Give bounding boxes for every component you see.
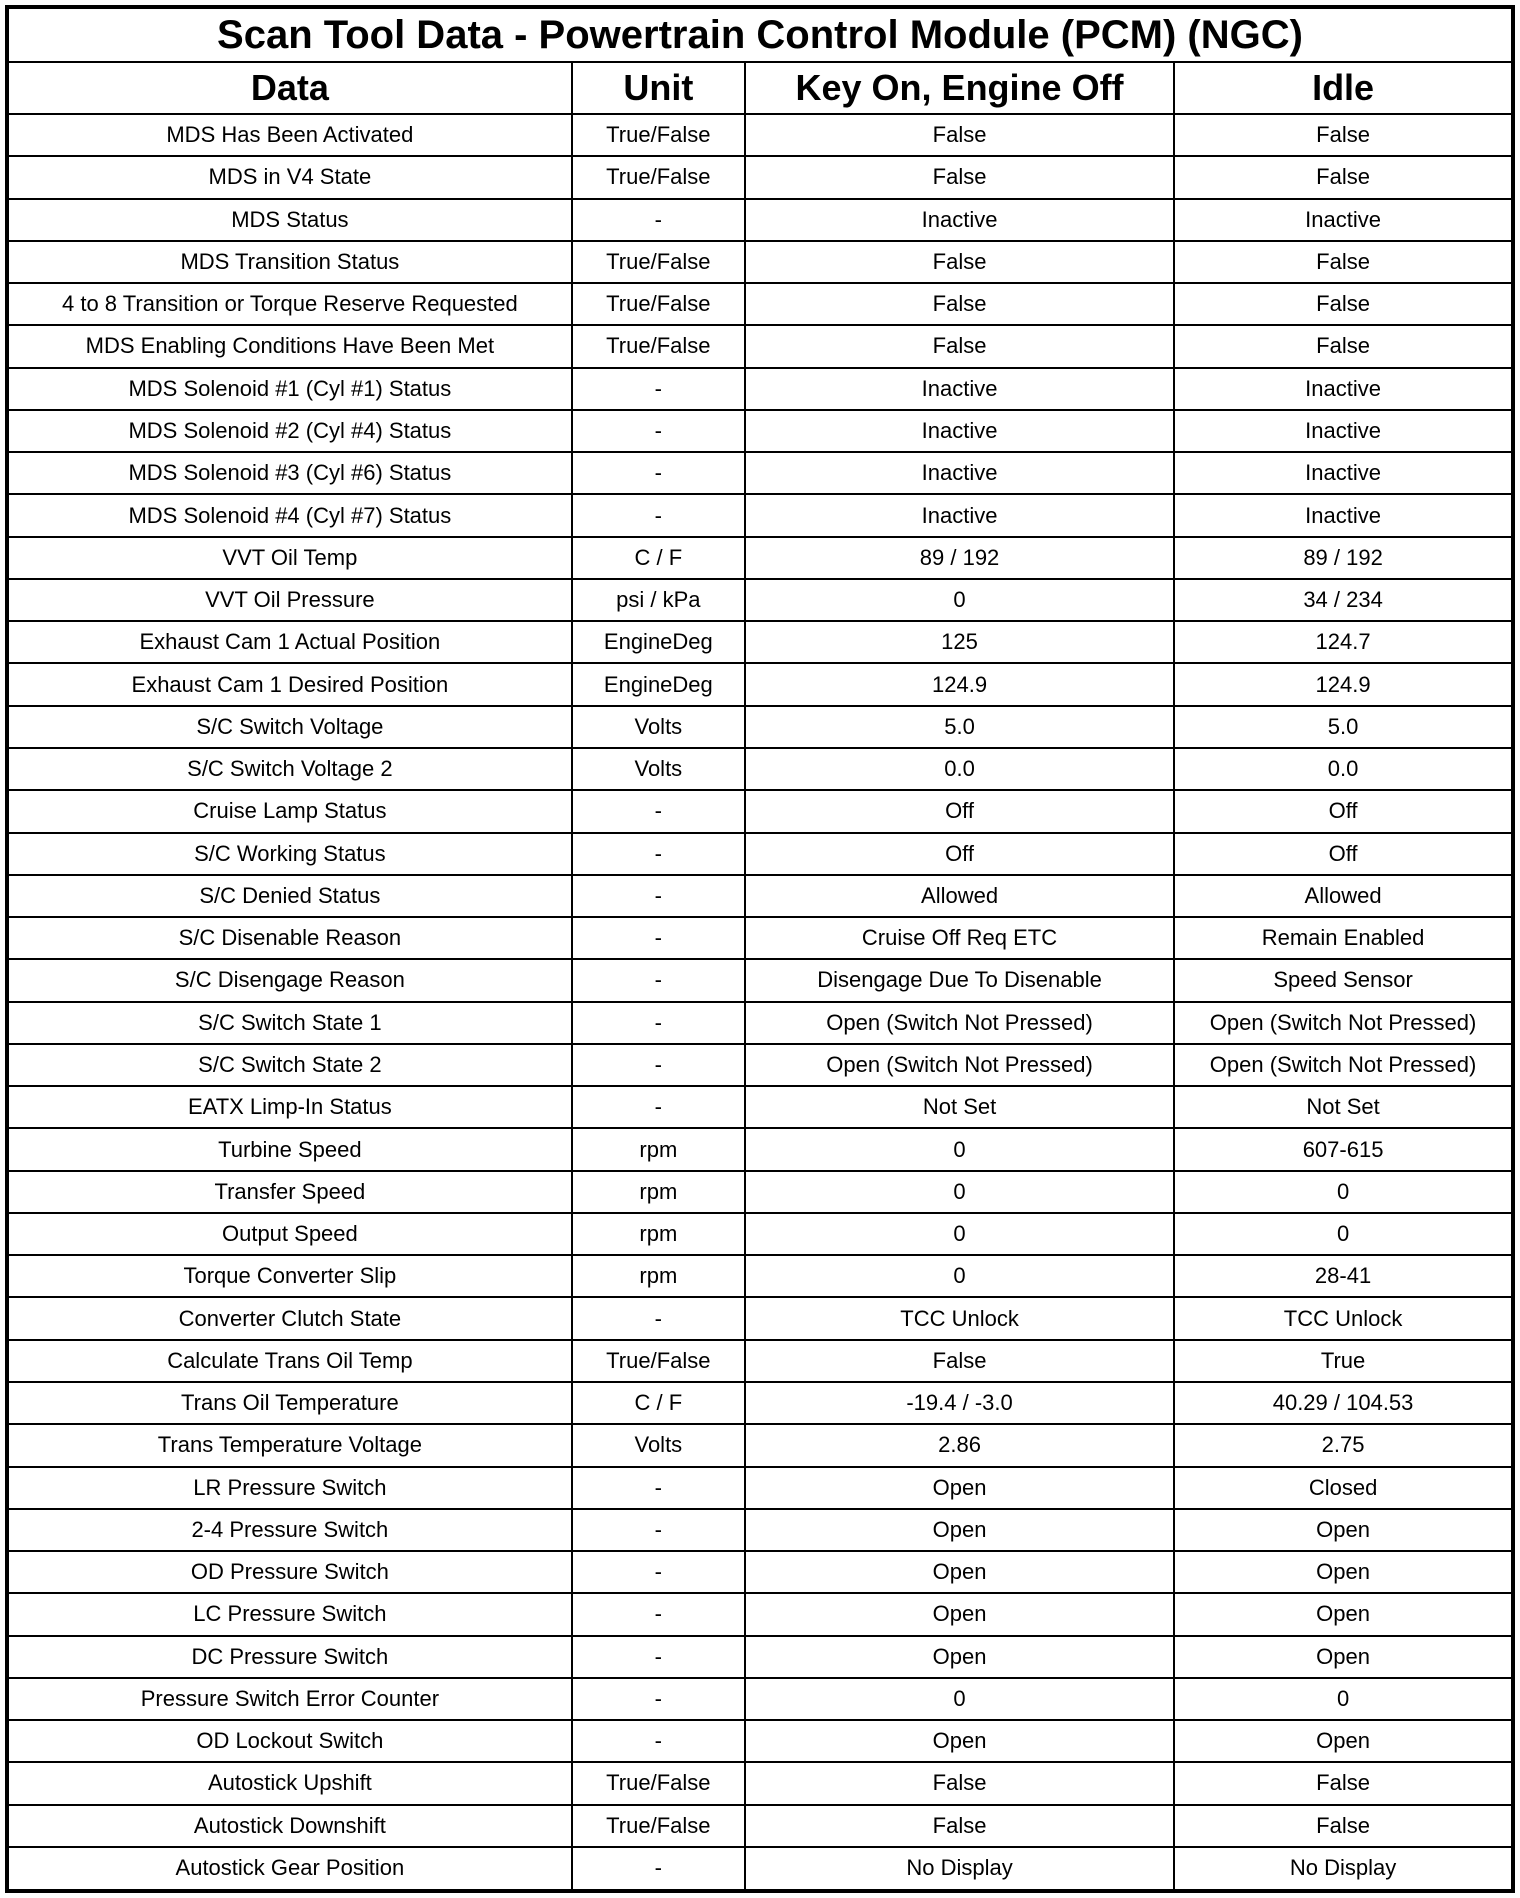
table-cell: 124.7 bbox=[1174, 621, 1513, 663]
column-header-idle: Idle bbox=[1174, 62, 1513, 114]
table-row bbox=[7, 325, 1513, 367]
table-cell: S/C Denied Status bbox=[7, 875, 572, 917]
table-cell: S/C Switch State 2 bbox=[7, 1044, 572, 1086]
table-row bbox=[7, 1424, 1513, 1466]
scan-tool-data-table bbox=[5, 5, 1515, 1893]
table-cell: Open bbox=[1174, 1720, 1513, 1762]
table-cell: 0 bbox=[745, 1128, 1174, 1170]
table-cell: Open (Switch Not Pressed) bbox=[1174, 1044, 1513, 1086]
table-cell: Output Speed bbox=[7, 1213, 572, 1255]
table-cell: MDS Solenoid #3 (Cyl #6) Status bbox=[7, 452, 572, 494]
title-row bbox=[7, 7, 1513, 62]
table-row bbox=[7, 1002, 1513, 1044]
table-cell: MDS Solenoid #2 (Cyl #4) Status bbox=[7, 410, 572, 452]
table-cell: False bbox=[745, 283, 1174, 325]
table-cell: Off bbox=[745, 833, 1174, 875]
table-cell: True/False bbox=[572, 1762, 745, 1804]
table-cell: Volts bbox=[572, 706, 745, 748]
table-cell: Allowed bbox=[745, 875, 1174, 917]
column-header-unit: Unit bbox=[572, 62, 745, 114]
table-cell: - bbox=[572, 199, 745, 241]
table-row bbox=[7, 1255, 1513, 1297]
table-cell: Speed Sensor bbox=[1174, 959, 1513, 1001]
table-cell: Open bbox=[745, 1720, 1174, 1762]
table-row bbox=[7, 663, 1513, 705]
header-row bbox=[7, 62, 1513, 114]
table-cell: rpm bbox=[572, 1255, 745, 1297]
table-cell: Open bbox=[745, 1551, 1174, 1593]
table-cell: Transfer Speed bbox=[7, 1171, 572, 1213]
table-cell: False bbox=[745, 325, 1174, 367]
table-cell: 5.0 bbox=[1174, 706, 1513, 748]
table-cell: Calculate Trans Oil Temp bbox=[7, 1340, 572, 1382]
table-body bbox=[7, 114, 1513, 1891]
table-cell: Not Set bbox=[745, 1086, 1174, 1128]
table-cell: Remain Enabled bbox=[1174, 917, 1513, 959]
table-cell: Not Set bbox=[1174, 1086, 1513, 1128]
table-cell: Open (Switch Not Pressed) bbox=[1174, 1002, 1513, 1044]
table-cell: Inactive bbox=[745, 199, 1174, 241]
table-cell: False bbox=[745, 1762, 1174, 1804]
table-cell: - bbox=[572, 494, 745, 536]
table-cell: True/False bbox=[572, 325, 745, 367]
table-row bbox=[7, 1720, 1513, 1762]
table-cell: OD Lockout Switch bbox=[7, 1720, 572, 1762]
table-row bbox=[7, 1678, 1513, 1720]
table-cell: False bbox=[745, 156, 1174, 198]
table-cell: Inactive bbox=[745, 494, 1174, 536]
table-cell: Open bbox=[1174, 1509, 1513, 1551]
table-cell: Off bbox=[1174, 790, 1513, 832]
table-row bbox=[7, 368, 1513, 410]
table-cell: MDS Enabling Conditions Have Been Met bbox=[7, 325, 572, 367]
table-cell: 2.86 bbox=[745, 1424, 1174, 1466]
table-cell: False bbox=[745, 114, 1174, 156]
table-cell: Cruise Lamp Status bbox=[7, 790, 572, 832]
table-cell: - bbox=[572, 1044, 745, 1086]
table-cell: TCC Unlock bbox=[1174, 1297, 1513, 1339]
table-cell: 0 bbox=[1174, 1213, 1513, 1255]
table-cell: - bbox=[572, 452, 745, 494]
table-cell: C / F bbox=[572, 1382, 745, 1424]
table-row bbox=[7, 114, 1513, 156]
table-row bbox=[7, 790, 1513, 832]
table-cell: Volts bbox=[572, 1424, 745, 1466]
table-cell: Off bbox=[745, 790, 1174, 832]
table-cell: S/C Working Status bbox=[7, 833, 572, 875]
table-cell: - bbox=[572, 1002, 745, 1044]
table-row bbox=[7, 1847, 1513, 1891]
table-cell: True/False bbox=[572, 283, 745, 325]
table-cell: Trans Temperature Voltage bbox=[7, 1424, 572, 1466]
table-row bbox=[7, 199, 1513, 241]
table-cell: C / F bbox=[572, 537, 745, 579]
table-cell: Open bbox=[1174, 1593, 1513, 1635]
table-cell: False bbox=[1174, 283, 1513, 325]
table-cell: Open (Switch Not Pressed) bbox=[745, 1044, 1174, 1086]
table-cell: rpm bbox=[572, 1171, 745, 1213]
table-cell: 0.0 bbox=[1174, 748, 1513, 790]
table-cell: 0 bbox=[745, 1171, 1174, 1213]
table-cell: False bbox=[1174, 1805, 1513, 1847]
table-cell: Autostick Gear Position bbox=[7, 1847, 572, 1891]
table-cell: Inactive bbox=[1174, 368, 1513, 410]
table-cell: False bbox=[1174, 325, 1513, 367]
table-row bbox=[7, 917, 1513, 959]
table-cell: 0 bbox=[745, 579, 1174, 621]
table-row bbox=[7, 156, 1513, 198]
table-cell: MDS Has Been Activated bbox=[7, 114, 572, 156]
table-cell: Open bbox=[1174, 1551, 1513, 1593]
table-cell: 0 bbox=[745, 1678, 1174, 1720]
table-row bbox=[7, 706, 1513, 748]
table-cell: VVT Oil Temp bbox=[7, 537, 572, 579]
page-title: Scan Tool Data - Powertrain Control Module (PCM) (NGC) bbox=[7, 7, 1513, 62]
table-cell: - bbox=[572, 1720, 745, 1762]
table-cell: 0 bbox=[1174, 1171, 1513, 1213]
table-row bbox=[7, 748, 1513, 790]
table-cell: Open bbox=[745, 1509, 1174, 1551]
table-cell: Inactive bbox=[745, 368, 1174, 410]
table-cell: - bbox=[572, 790, 745, 832]
table-cell: Turbine Speed bbox=[7, 1128, 572, 1170]
table-cell: Open bbox=[745, 1593, 1174, 1635]
table-cell: Disengage Due To Disenable bbox=[745, 959, 1174, 1001]
table-cell: True/False bbox=[572, 241, 745, 283]
table-row bbox=[7, 241, 1513, 283]
table-row bbox=[7, 1297, 1513, 1339]
table-cell: OD Pressure Switch bbox=[7, 1551, 572, 1593]
table-row bbox=[7, 1128, 1513, 1170]
table-cell: TCC Unlock bbox=[745, 1297, 1174, 1339]
table-cell: 89 / 192 bbox=[745, 537, 1174, 579]
table-cell: False bbox=[745, 1805, 1174, 1847]
table-cell: EATX Limp-In Status bbox=[7, 1086, 572, 1128]
table-cell: 124.9 bbox=[745, 663, 1174, 705]
table-cell: 607-615 bbox=[1174, 1128, 1513, 1170]
table-cell: MDS in V4 State bbox=[7, 156, 572, 198]
table-cell: S/C Switch Voltage bbox=[7, 706, 572, 748]
table-cell: Open bbox=[745, 1467, 1174, 1509]
table-cell: MDS Transition Status bbox=[7, 241, 572, 283]
table-cell: Exhaust Cam 1 Desired Position bbox=[7, 663, 572, 705]
table-row bbox=[7, 1467, 1513, 1509]
table-row bbox=[7, 283, 1513, 325]
table-cell: S/C Disengage Reason bbox=[7, 959, 572, 1001]
table-cell: 4 to 8 Transition or Torque Reserve Requested bbox=[7, 283, 572, 325]
table-cell: 2.75 bbox=[1174, 1424, 1513, 1466]
table-cell: - bbox=[572, 1678, 745, 1720]
table-cell: False bbox=[745, 1340, 1174, 1382]
table-cell: No Display bbox=[745, 1847, 1174, 1891]
table-cell: Exhaust Cam 1 Actual Position bbox=[7, 621, 572, 663]
table-cell: rpm bbox=[572, 1213, 745, 1255]
table-cell: - bbox=[572, 1297, 745, 1339]
table-row bbox=[7, 833, 1513, 875]
table-cell: 0 bbox=[1174, 1678, 1513, 1720]
table-cell: Inactive bbox=[745, 410, 1174, 452]
table-cell: 5.0 bbox=[745, 706, 1174, 748]
table-cell: 34 / 234 bbox=[1174, 579, 1513, 621]
table-cell: Inactive bbox=[1174, 199, 1513, 241]
table-cell: - bbox=[572, 959, 745, 1001]
table-row bbox=[7, 1044, 1513, 1086]
table-cell: EngineDeg bbox=[572, 663, 745, 705]
table-cell: DC Pressure Switch bbox=[7, 1636, 572, 1678]
table-cell: Torque Converter Slip bbox=[7, 1255, 572, 1297]
table-row bbox=[7, 1509, 1513, 1551]
table-cell: LR Pressure Switch bbox=[7, 1467, 572, 1509]
table-cell: Autostick Downshift bbox=[7, 1805, 572, 1847]
table-cell: Open bbox=[1174, 1636, 1513, 1678]
table-cell: True/False bbox=[572, 156, 745, 198]
table-cell: Autostick Upshift bbox=[7, 1762, 572, 1804]
table-cell: True/False bbox=[572, 1805, 745, 1847]
table-cell: 125 bbox=[745, 621, 1174, 663]
table-cell: Cruise Off Req ETC bbox=[745, 917, 1174, 959]
table-cell: True bbox=[1174, 1340, 1513, 1382]
table-cell: 0 bbox=[745, 1213, 1174, 1255]
table-row bbox=[7, 1593, 1513, 1635]
table-cell: Inactive bbox=[1174, 494, 1513, 536]
table-cell: VVT Oil Pressure bbox=[7, 579, 572, 621]
table-cell: - bbox=[572, 833, 745, 875]
table-cell: True/False bbox=[572, 1340, 745, 1382]
table-cell: False bbox=[1174, 1762, 1513, 1804]
table-cell: Inactive bbox=[1174, 452, 1513, 494]
table-cell: Volts bbox=[572, 748, 745, 790]
table-cell: 2-4 Pressure Switch bbox=[7, 1509, 572, 1551]
table-cell: - bbox=[572, 1636, 745, 1678]
table-cell: - bbox=[572, 1551, 745, 1593]
table-cell: Allowed bbox=[1174, 875, 1513, 917]
table-cell: - bbox=[572, 1509, 745, 1551]
table-row bbox=[7, 1382, 1513, 1424]
table-cell: - bbox=[572, 1467, 745, 1509]
table-row bbox=[7, 494, 1513, 536]
table-row bbox=[7, 1762, 1513, 1804]
table-cell: - bbox=[572, 1593, 745, 1635]
table-cell: - bbox=[572, 875, 745, 917]
table-row bbox=[7, 452, 1513, 494]
table-row bbox=[7, 1086, 1513, 1128]
table-cell: True/False bbox=[572, 114, 745, 156]
table-cell: 40.29 / 104.53 bbox=[1174, 1382, 1513, 1424]
table-row bbox=[7, 1636, 1513, 1678]
table-cell: -19.4 / -3.0 bbox=[745, 1382, 1174, 1424]
table-cell: EngineDeg bbox=[572, 621, 745, 663]
table-cell: - bbox=[572, 368, 745, 410]
table-cell: Open bbox=[745, 1636, 1174, 1678]
table-cell: MDS Solenoid #4 (Cyl #7) Status bbox=[7, 494, 572, 536]
table-row bbox=[7, 1340, 1513, 1382]
column-header-data: Data bbox=[7, 62, 572, 114]
table-row bbox=[7, 1551, 1513, 1593]
table-row bbox=[7, 537, 1513, 579]
table-cell: S/C Switch State 1 bbox=[7, 1002, 572, 1044]
table-cell: rpm bbox=[572, 1128, 745, 1170]
table-cell: psi / kPa bbox=[572, 579, 745, 621]
table-cell: - bbox=[572, 917, 745, 959]
table-row bbox=[7, 959, 1513, 1001]
table-cell: 28-41 bbox=[1174, 1255, 1513, 1297]
table-cell: S/C Disenable Reason bbox=[7, 917, 572, 959]
table-row bbox=[7, 621, 1513, 663]
table-cell: Inactive bbox=[1174, 410, 1513, 452]
table-row bbox=[7, 579, 1513, 621]
table-row bbox=[7, 875, 1513, 917]
table-head bbox=[7, 7, 1513, 114]
table-cell: False bbox=[1174, 156, 1513, 198]
table-cell: 124.9 bbox=[1174, 663, 1513, 705]
table-cell: - bbox=[572, 410, 745, 452]
table-cell: - bbox=[572, 1847, 745, 1891]
table-cell: LC Pressure Switch bbox=[7, 1593, 572, 1635]
table-row bbox=[7, 1805, 1513, 1847]
table-cell: Closed bbox=[1174, 1467, 1513, 1509]
table-row bbox=[7, 1171, 1513, 1213]
table-cell: Converter Clutch State bbox=[7, 1297, 572, 1339]
table-row bbox=[7, 410, 1513, 452]
table-cell: False bbox=[1174, 114, 1513, 156]
table-cell: Pressure Switch Error Counter bbox=[7, 1678, 572, 1720]
table-cell: S/C Switch Voltage 2 bbox=[7, 748, 572, 790]
table-cell: Open (Switch Not Pressed) bbox=[745, 1002, 1174, 1044]
table-cell: - bbox=[572, 1086, 745, 1128]
table-cell: 0 bbox=[745, 1255, 1174, 1297]
table-cell: False bbox=[745, 241, 1174, 283]
table-cell: MDS Status bbox=[7, 199, 572, 241]
table-cell: 89 / 192 bbox=[1174, 537, 1513, 579]
table-cell: Inactive bbox=[745, 452, 1174, 494]
table-cell: Trans Oil Temperature bbox=[7, 1382, 572, 1424]
table-cell: False bbox=[1174, 241, 1513, 283]
table-cell: MDS Solenoid #1 (Cyl #1) Status bbox=[7, 368, 572, 410]
table-cell: 0.0 bbox=[745, 748, 1174, 790]
table-cell: No Display bbox=[1174, 1847, 1513, 1891]
column-header-key-on-engine-off: Key On, Engine Off bbox=[745, 62, 1174, 114]
table-cell: Off bbox=[1174, 833, 1513, 875]
table-row bbox=[7, 1213, 1513, 1255]
